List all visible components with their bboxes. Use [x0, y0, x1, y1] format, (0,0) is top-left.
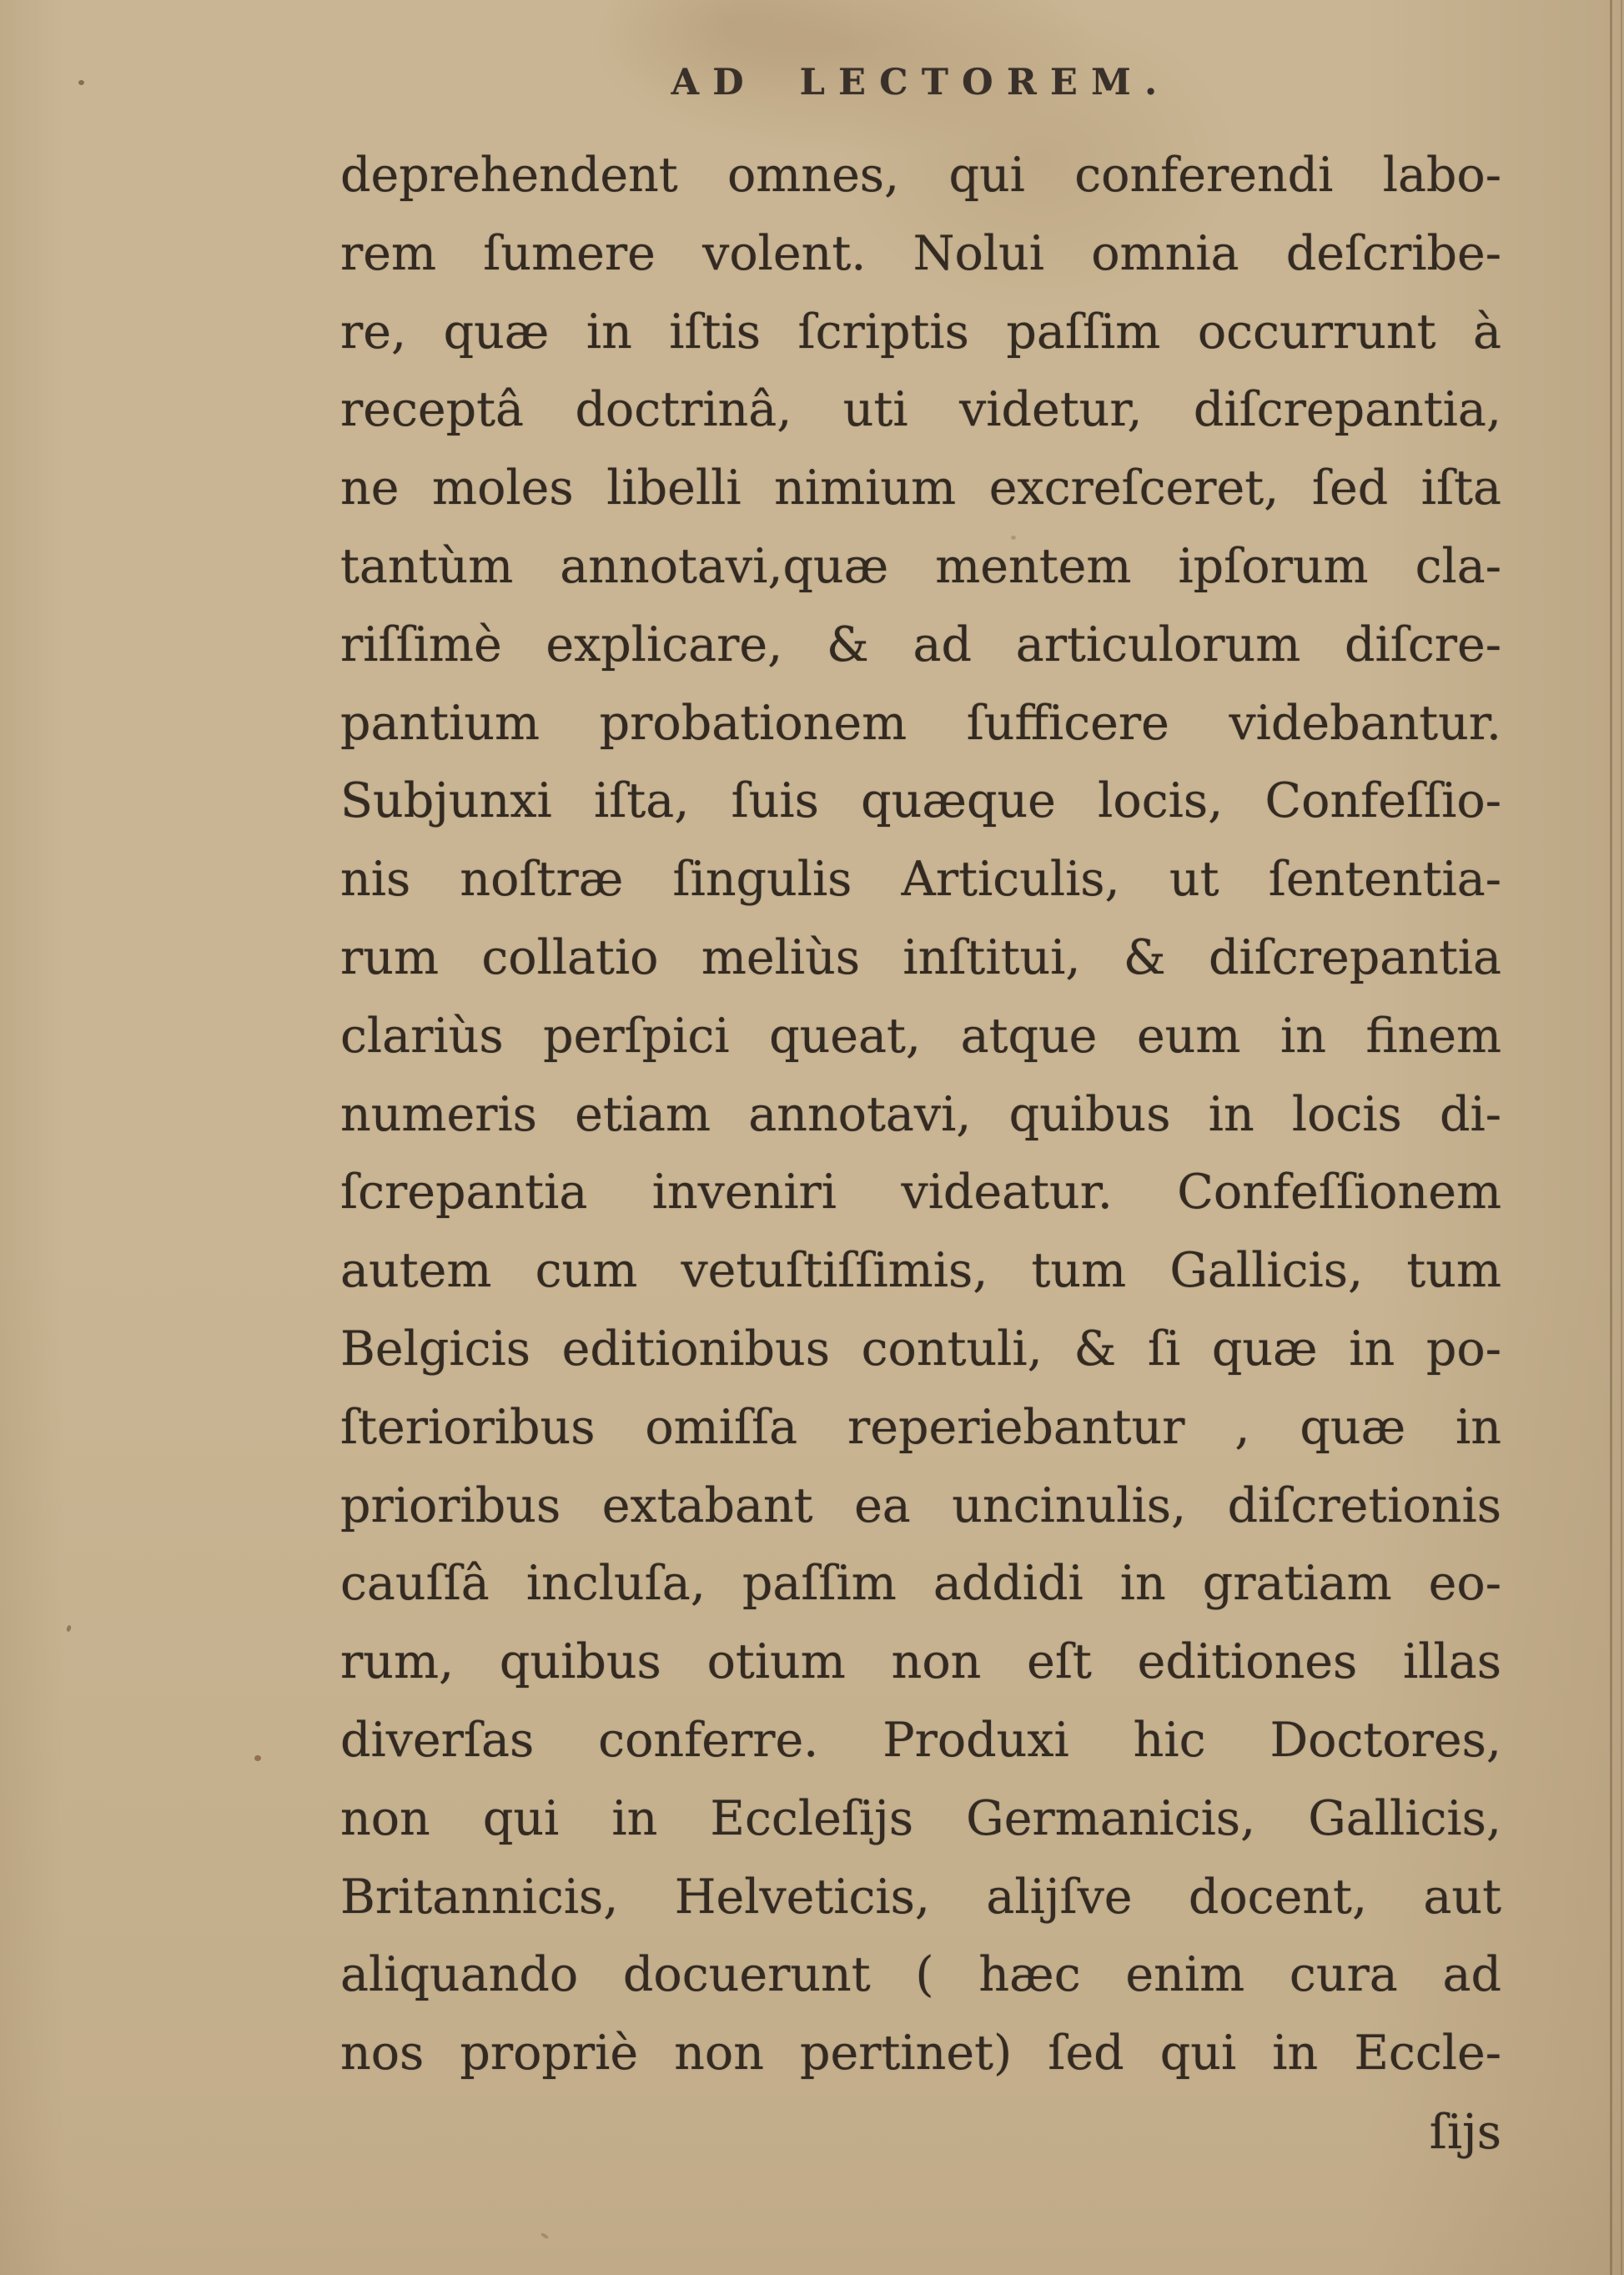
text-line: non qui in Eccleſijs Germanicis, Gallicis,: [340, 1790, 1501, 1846]
text-line: riſſimè explicare, & ad articulorum diſcre-: [340, 617, 1501, 672]
page-edge-line-outer: [1621, 0, 1622, 2275]
text-line: diverſas conferre. Produxi hic Doctores,: [340, 1712, 1501, 1768]
text-line: tantùm annotavi,quæ mentem ipſorum cla-: [340, 538, 1501, 594]
text-line: ne moles libelli nimium excreſceret, ſed iſta: [340, 461, 1501, 516]
text-line: pantium probationem ſufficere videbantur.: [340, 695, 1501, 751]
paper-speck: [540, 2232, 550, 2240]
text-line: clariùs perſpici queat, atque eum in finem: [340, 1008, 1501, 1064]
paper-speck: [78, 80, 84, 85]
text-line: Subjunxi iſta, ſuis quæque locis, Confeſſio-: [340, 773, 1501, 829]
text-line: rum collatio meliùs inſtitui, & diſcrepantia: [340, 929, 1501, 985]
paper-speck: [66, 1624, 72, 1632]
text-line: autem cum vetuſtiſſimis, tum Gallicis, tum: [340, 1243, 1501, 1299]
text-line: rem ſumere volent. Nolui omnia deſcribe-: [340, 225, 1501, 281]
page-edge-line: [1610, 0, 1612, 2275]
text-line: numeris etiam annotavi, quibus in locis di-: [340, 1086, 1501, 1142]
text-line: cauſſâ incluſa, paſſim addidi in gratiam eo-: [340, 1556, 1501, 1612]
text-line: receptâ doctrinâ, uti videtur, diſcrepantia,: [340, 382, 1501, 438]
text-line: nos propriè non pertinet) ſed qui in Eccle-: [340, 2026, 1501, 2081]
text-line: Belgicis editionibus contuli, & ſi quæ in po-: [340, 1321, 1501, 1377]
text-line: nis noſtræ ſingulis Articulis, ut ſententia-: [340, 852, 1501, 908]
text-line: deprehendent omnes, qui conferendi labo-: [340, 148, 1501, 203]
text-line: rum, quibus otium non eſt editiones illas: [340, 1634, 1501, 1690]
text-block: [340, 137, 1501, 2172]
paper-speck: [1011, 536, 1016, 540]
text-line: Britannicis, Helveticis, alijſve docent, aut: [340, 1869, 1501, 1925]
text-line: prioribus extabant ea uncinulis, diſcretionis: [340, 1477, 1501, 1533]
page-title: AD LECTOREM.: [671, 62, 1171, 103]
catchword: ſijs: [1429, 2104, 1501, 2160]
paper-speck: [254, 1755, 261, 1761]
text-line: ſterioribus omiſſa reperiebantur , quæ in: [340, 1399, 1501, 1455]
text-line: re, quæ in iſtis ſcriptis paſſim occurrunt à: [340, 304, 1501, 360]
text-line: ſcrepantia inveniri videatur. Confeſſionem: [340, 1165, 1501, 1221]
text-line: aliquando docuerunt ( hæc enim cura ad: [340, 1947, 1501, 2003]
